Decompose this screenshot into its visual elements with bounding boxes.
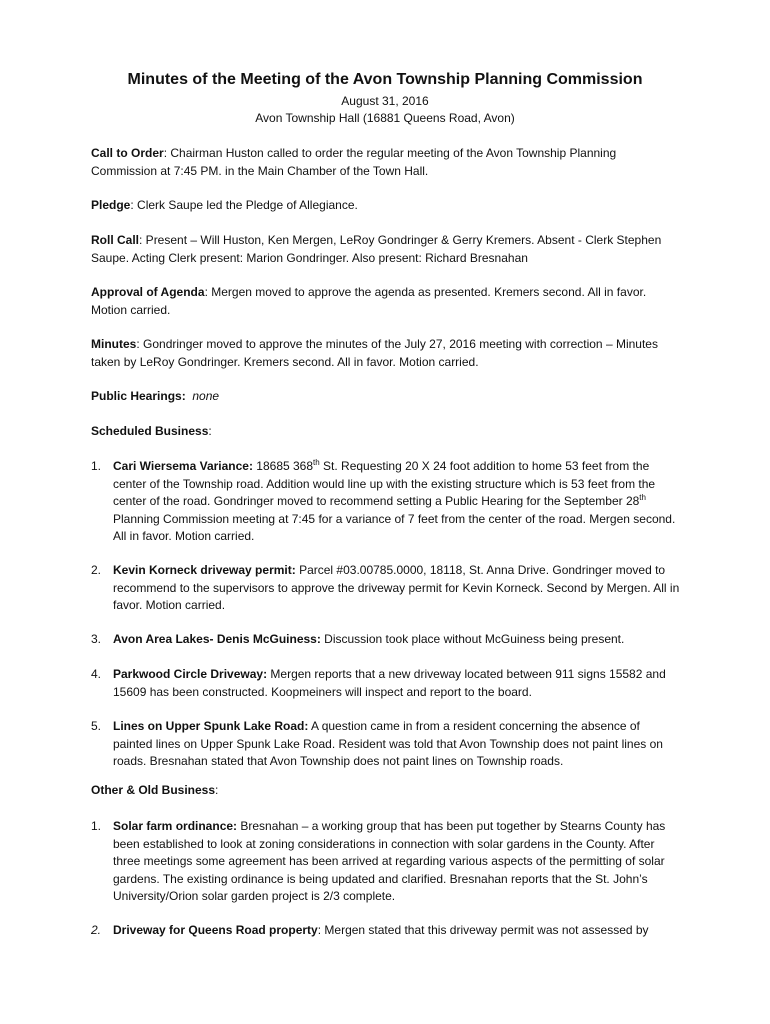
- list-item: [91, 818, 681, 906]
- list-item: [91, 458, 681, 546]
- public-hearings-label: Public Hearings:: [91, 389, 186, 403]
- call-to-order-label: Call to Order: [91, 146, 164, 160]
- meeting-location: Avon Township Hall (16881 Queens Road, Avon): [255, 111, 515, 125]
- call-to-order-paragraph: [91, 145, 681, 180]
- list-item: [91, 718, 681, 771]
- minutes-label: Minutes: [91, 337, 137, 351]
- approval-of-agenda-text: : Mergen moved to approve the agenda as presented. Kremers second. All in favor. Motion carried.: [91, 285, 647, 317]
- pledge-label: Pledge: [91, 198, 131, 212]
- public-hearings-paragraph: [91, 388, 681, 406]
- list-item-title: Parkwood Circle Driveway:: [113, 667, 268, 681]
- list-item-number: 1.: [91, 819, 102, 833]
- other-old-business-label: Other & Old Business: [91, 783, 216, 797]
- list-item: [91, 666, 681, 701]
- meeting-date: August 31, 2016: [341, 94, 429, 108]
- list-item-number: 4.: [91, 667, 102, 681]
- other-old-business-heading: Other & Old Business:: [91, 783, 219, 797]
- roll-call-text: : Present – Will Huston, Ken Mergen, LeRoy Gondringer & Gerry Kremers. Absent - Clerk Stephen Saupe. Acting Clerk present: Marion Gondringer. Also present: Richard Bresnahan: [91, 233, 662, 265]
- list-item-body: Cari Wiersema Variance: 18685 368th St. Requesting 20 X 24 foot addition to home 53 feet from the center of the Township road. Addition would line up with the existing structure which is 53 feet from the center of the road. Gondringer moved to recommend setting a Public Hearing for the September 28th Planning Commission meeting at 7:45 for a variance of 7 feet from the center of the road. Mergen second. All in favor. Motion carried.: [113, 458, 676, 543]
- roll-call-label: Roll Call: [91, 233, 140, 247]
- list-item: [91, 922, 681, 940]
- list-item-title: Driveway for Queens Road property: [113, 923, 318, 937]
- list-item: [91, 562, 681, 615]
- minutes-paragraph: [91, 336, 681, 371]
- list-item-title: Cari Wiersema Variance:: [113, 459, 253, 473]
- list-item-number: 1.: [91, 459, 102, 473]
- minutes-text: : Gondringer moved to approve the minutes of the July 27, 2016 meeting with correction – Minutes taken by LeRoy Gondringer. Kremers second. All in favor. Motion carried.: [91, 337, 658, 369]
- list-item: [91, 631, 681, 649]
- list-item-number: 3.: [91, 632, 102, 646]
- pledge-paragraph: [91, 197, 681, 215]
- list-item-body: Kevin Korneck driveway permit: Parcel #03.00785.0000, 18118, St. Anna Drive. Gondringer moved to recommend to the supervisors to approve the driveway permit for Kevin Korneck. Second by Mergen. All in favor. Motion carried.: [113, 563, 680, 612]
- list-item-number: 5.: [91, 719, 102, 733]
- list-item-body: Parkwood Circle Driveway: Mergen reports that a new driveway located between 911 signs 15582 and 15609 has been constructed. Koopmeiners will inspect and report to the board.: [113, 667, 666, 699]
- approval-of-agenda-paragraph: [91, 284, 681, 319]
- pledge-text: : Clerk Saupe led the Pledge of Allegiance.: [130, 198, 358, 212]
- list-item-body: Avon Area Lakes- Denis McGuiness: Discussion took place without McGuiness being present.: [113, 632, 625, 646]
- list-item-body: Solar farm ordinance: Bresnahan – a working group that has been put together by Stearns County has been established to look at zoning considerations in connection with solar gardens in the County. After three meetings some agreement has been arrived at regarding various aspects of the permitting of solar gardens. The existing ordinance is being updated and clarified. Bresnahan reports that the St. John’s University/Orion solar garden project is 2/3 complete.: [113, 819, 666, 903]
- list-item-title: Kevin Korneck driveway permit:: [113, 563, 296, 577]
- list-item-body: Driveway for Queens Road property: Mergen stated that this driveway permit was not assessed by: [113, 923, 649, 937]
- scheduled-business-heading: Scheduled Business:: [91, 424, 212, 438]
- list-item-number: 2.: [91, 923, 102, 937]
- document-title: Minutes of the Meeting of the Avon Township Planning Commission: [127, 71, 643, 88]
- list-item-body: Lines on Upper Spunk Lake Road: A question came in from a resident concerning the absence of painted lines on Upper Spunk Lake Road. Resident was told that Avon Township does not paint lines on roads. Bresnahan stated that Avon Township does not paint lines on Township roads.: [113, 719, 663, 768]
- scheduled-business-label: Scheduled Business: [91, 424, 209, 438]
- roll-call-paragraph: [91, 232, 681, 267]
- approval-of-agenda-label: Approval of Agenda: [91, 285, 205, 299]
- list-item-title: Lines on Upper Spunk Lake Road:: [113, 719, 309, 733]
- list-item-title: Avon Area Lakes- Denis McGuiness:: [113, 632, 321, 646]
- list-item-title: Solar farm ordinance:: [113, 819, 238, 833]
- list-item-number: 2.: [91, 563, 102, 577]
- public-hearings-value: none: [192, 389, 220, 403]
- call-to-order-text: : Chairman Huston called to order the regular meeting of the Avon Township Planning Commission at 7:45 PM. in the Main Chamber of the Town Hall.: [91, 146, 617, 178]
